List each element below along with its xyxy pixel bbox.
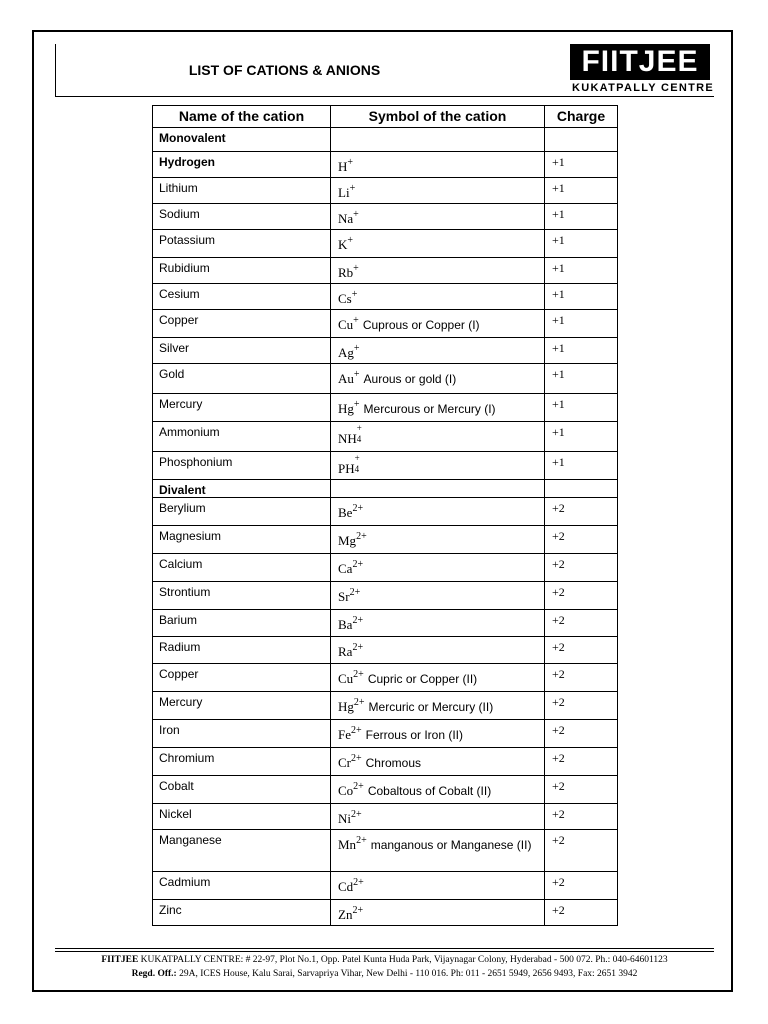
empty-cell xyxy=(545,128,618,152)
symbol-base: NH xyxy=(338,431,357,446)
symbol-charge-superscript: + xyxy=(353,399,360,410)
cation-symbol xyxy=(331,554,545,582)
table-row xyxy=(153,364,618,394)
symbol-charge-superscript: 2+ xyxy=(356,835,367,846)
empty-cell xyxy=(331,480,545,498)
symbol-charge-superscript: + xyxy=(349,183,356,194)
empty-cell xyxy=(545,480,618,498)
table-row xyxy=(153,610,618,637)
symbol-base: H xyxy=(338,159,348,174)
cation-charge: +1 xyxy=(545,310,618,338)
symbol-scripts xyxy=(354,453,363,474)
table-row xyxy=(153,178,618,204)
column-header-charge: Charge xyxy=(545,106,618,128)
symbol-base: Hg xyxy=(338,401,354,416)
symbol-base: Ni xyxy=(338,811,351,826)
cation-charge: +1 xyxy=(545,178,618,204)
symbol-base: Cs xyxy=(338,291,352,306)
symbol-charge-superscript: 2+ xyxy=(351,753,362,764)
symbol-base: Ra xyxy=(338,644,353,659)
cation-charge: +2 xyxy=(545,637,618,664)
cation-common-name: Cobaltous of Cobalt (II) xyxy=(367,784,492,798)
symbol-charge-superscript: + xyxy=(353,315,359,326)
cation-symbol xyxy=(331,900,545,926)
footer-brand: FIITJEE xyxy=(101,955,139,965)
cation-name: Hydrogen xyxy=(153,152,331,178)
symbol-charge-superscript: + xyxy=(354,453,360,463)
cation-name: Manganese xyxy=(153,830,331,872)
symbol-charge-superscript: + xyxy=(351,289,358,300)
symbol-charge-superscript: + xyxy=(353,343,360,354)
table-header-row xyxy=(153,106,618,128)
symbol-base: Rb xyxy=(338,265,354,280)
cation-common-name: Mercuric or Mercury (II) xyxy=(368,700,494,714)
cation-charge: +2 xyxy=(545,900,618,926)
cation-name: Zinc xyxy=(153,900,331,926)
table-row xyxy=(153,582,618,610)
cation-charge: +2 xyxy=(545,872,618,900)
symbol-charge-superscript: 2+ xyxy=(352,559,364,570)
symbol-base: Zn xyxy=(338,907,353,922)
table-row xyxy=(153,452,618,480)
cation-charge: +2 xyxy=(545,692,618,720)
footer-address-text: KUKATPALLY CENTRE: # 22-97, Plot No.1, Opp. Patel Kunta Huda Park, Vijaynagar Colony, Hyderabad - 500 072. Ph.: 040-64601123 xyxy=(140,955,668,965)
symbol-charge-superscript: 2+ xyxy=(353,781,364,792)
cation-charge: +1 xyxy=(545,452,618,480)
cation-symbol xyxy=(331,152,545,178)
cation-name: Cadmium xyxy=(153,872,331,900)
cation-symbol xyxy=(331,610,545,637)
table-row xyxy=(153,422,618,452)
table-row xyxy=(153,637,618,664)
table-row xyxy=(153,258,618,284)
cation-name: Nickel xyxy=(153,804,331,830)
logo-text: FIITJEE xyxy=(581,45,699,78)
symbol-charge-superscript: 2+ xyxy=(356,531,367,542)
cation-charge: +2 xyxy=(545,526,618,554)
table-row xyxy=(153,152,618,178)
symbol-charge-superscript: 2+ xyxy=(352,615,364,626)
table-row xyxy=(153,830,618,872)
symbol-base: Be xyxy=(338,505,353,520)
symbol-charge-superscript: + xyxy=(347,235,354,246)
footer-regd-text: 29A, ICES House, Kalu Sarai, Sarvapriya Vihar, New Delhi - 110 016. Ph: 011 - 2651 5949, 2656 9493, Fax: 2651 3942 xyxy=(179,969,638,979)
cation-symbol xyxy=(331,664,545,692)
cation-charge: +2 xyxy=(545,554,618,582)
symbol-scripts xyxy=(356,423,365,444)
table-row xyxy=(153,394,618,422)
empty-cell xyxy=(331,128,545,152)
footer-registered-office xyxy=(55,969,714,979)
cation-charge: +2 xyxy=(545,720,618,748)
cation-symbol xyxy=(331,498,545,526)
cation-symbol xyxy=(331,637,545,664)
footer-address xyxy=(55,955,714,965)
cation-name: Mercury xyxy=(153,394,331,422)
cation-symbol xyxy=(331,258,545,284)
symbol-subscript: 4 xyxy=(354,464,360,474)
cation-charge: +2 xyxy=(545,804,618,830)
table-group-row xyxy=(153,480,618,498)
cation-name: Lithium xyxy=(153,178,331,204)
symbol-charge-superscript: 2+ xyxy=(351,725,362,736)
table-row xyxy=(153,498,618,526)
symbol-base: Fe xyxy=(338,727,351,742)
cation-charge: +1 xyxy=(545,230,618,258)
symbol-base: Ca xyxy=(338,561,353,576)
cation-symbol xyxy=(331,422,545,452)
table-row xyxy=(153,804,618,830)
table-group-row xyxy=(153,128,618,152)
cation-name: Cesium xyxy=(153,284,331,310)
cation-symbol xyxy=(331,748,545,776)
cation-name: Cobalt xyxy=(153,776,331,804)
symbol-subscript: 4 xyxy=(356,434,362,444)
cation-symbol xyxy=(331,776,545,804)
cation-name: Potassium xyxy=(153,230,331,258)
table-row xyxy=(153,692,618,720)
cation-charge: +2 xyxy=(545,830,618,872)
cation-charge: +2 xyxy=(545,498,618,526)
cation-charge: +1 xyxy=(545,258,618,284)
cation-charge: +1 xyxy=(545,364,618,394)
cation-symbol xyxy=(331,284,545,310)
cation-symbol xyxy=(331,720,545,748)
cation-common-name: Aurous or gold (I) xyxy=(363,372,457,386)
cation-name: Iron xyxy=(153,720,331,748)
cation-symbol xyxy=(331,804,545,830)
cation-common-name: Cupric or Copper (II) xyxy=(367,672,478,686)
symbol-base: Cu xyxy=(338,317,354,332)
cation-symbol xyxy=(331,364,545,394)
symbol-base: Cr xyxy=(338,755,351,770)
symbol-charge-superscript: 2+ xyxy=(353,877,364,888)
symbol-charge-superscript: + xyxy=(353,369,360,380)
cation-symbol xyxy=(331,872,545,900)
cation-name: Sodium xyxy=(153,204,331,230)
cation-charge: +2 xyxy=(545,664,618,692)
table-row xyxy=(153,900,618,926)
symbol-charge-superscript: 2+ xyxy=(353,669,364,680)
cation-name: Strontium xyxy=(153,582,331,610)
symbol-base: Co xyxy=(338,783,354,798)
cation-name: Radium xyxy=(153,637,331,664)
footer-divider xyxy=(55,951,714,952)
symbol-base: PH xyxy=(338,461,355,476)
symbol-base: Mg xyxy=(338,533,357,548)
group-label: Monovalent xyxy=(153,128,331,152)
cation-charge: +1 xyxy=(545,338,618,364)
column-header-symbol: Symbol of the cation xyxy=(331,106,545,128)
symbol-base: Cd xyxy=(338,879,354,894)
cation-name: Berylium xyxy=(153,498,331,526)
table-row xyxy=(153,204,618,230)
cation-symbol xyxy=(331,310,545,338)
table-row xyxy=(153,526,618,554)
cation-charge: +1 xyxy=(545,422,618,452)
cation-name: Magnesium xyxy=(153,526,331,554)
symbol-base: K xyxy=(338,237,348,252)
logo-subtitle: KUKATPALLY CENTRE xyxy=(571,82,715,94)
cations-table xyxy=(152,105,618,926)
symbol-base: Na xyxy=(338,211,354,226)
cation-name: Barium xyxy=(153,610,331,637)
cation-name: Copper xyxy=(153,310,331,338)
header-divider-horizontal xyxy=(55,96,714,97)
symbol-charge-superscript: + xyxy=(353,209,359,220)
cation-charge: +2 xyxy=(545,582,618,610)
cation-symbol xyxy=(331,394,545,422)
cation-common-name: Chromous xyxy=(365,756,421,770)
cation-charge: +2 xyxy=(545,776,618,804)
table-row xyxy=(153,748,618,776)
table-row xyxy=(153,664,618,692)
symbol-charge-superscript: 2+ xyxy=(352,503,364,514)
table-row xyxy=(153,230,618,258)
cation-name: Phosphonium xyxy=(153,452,331,480)
footer-regd-label: Regd. Off.: xyxy=(131,969,177,979)
cation-symbol xyxy=(331,452,545,480)
cation-symbol xyxy=(331,830,545,872)
cation-symbol xyxy=(331,178,545,204)
cation-common-name: manganous or Manganese (II) xyxy=(370,838,532,852)
cation-symbol xyxy=(331,204,545,230)
table-row xyxy=(153,872,618,900)
table-row xyxy=(153,776,618,804)
column-header-name: Name of the cation xyxy=(153,106,331,128)
cation-charge: +2 xyxy=(545,610,618,637)
table-row xyxy=(153,284,618,310)
cation-symbol xyxy=(331,526,545,554)
cation-name: Chromium xyxy=(153,748,331,776)
cation-common-name: Mercurous or Mercury (I) xyxy=(363,402,496,416)
cation-symbol xyxy=(331,338,545,364)
cation-symbol xyxy=(331,692,545,720)
cation-charge: +2 xyxy=(545,748,618,776)
cation-name: Silver xyxy=(153,338,331,364)
table-row xyxy=(153,310,618,338)
group-label: Divalent xyxy=(153,480,331,498)
symbol-base: Ag xyxy=(338,345,354,360)
table-row xyxy=(153,338,618,364)
symbol-base: Hg xyxy=(338,699,354,714)
cation-charge: +1 xyxy=(545,284,618,310)
symbol-charge-superscript: + xyxy=(347,157,354,168)
document-title: LIST OF CATIONS & ANIONS xyxy=(188,62,381,78)
cation-common-name: Cuprous or Copper (I) xyxy=(362,318,480,332)
cation-name: Mercury xyxy=(153,692,331,720)
cation-name: Gold xyxy=(153,364,331,394)
symbol-charge-superscript: 2+ xyxy=(353,697,365,708)
symbol-charge-superscript: 2+ xyxy=(352,905,364,916)
cation-name: Copper xyxy=(153,664,331,692)
symbol-base: Sr xyxy=(338,589,350,604)
symbol-charge-superscript: + xyxy=(356,423,362,433)
symbol-base: Mn xyxy=(338,837,357,852)
cation-charge: +1 xyxy=(545,204,618,230)
footer-divider xyxy=(55,948,714,949)
table-row xyxy=(153,554,618,582)
table-body xyxy=(153,128,618,926)
symbol-charge-superscript: 2+ xyxy=(351,809,362,820)
symbol-charge-superscript: + xyxy=(353,263,359,274)
cation-symbol xyxy=(331,582,545,610)
cation-common-name: Ferrous or Iron (II) xyxy=(365,728,463,742)
symbol-base: Au xyxy=(338,371,354,386)
symbol-base: Li xyxy=(338,185,350,200)
symbol-base: Ba xyxy=(338,617,353,632)
cation-name: Rubidium xyxy=(153,258,331,284)
table-row xyxy=(153,720,618,748)
symbol-base: Cu xyxy=(338,671,354,686)
cation-name: Calcium xyxy=(153,554,331,582)
symbol-charge-superscript: 2+ xyxy=(352,642,364,653)
cation-charge: +1 xyxy=(545,394,618,422)
cation-symbol xyxy=(331,230,545,258)
symbol-charge-superscript: 2+ xyxy=(349,587,361,598)
cation-charge: +1 xyxy=(545,152,618,178)
cation-name: Ammonium xyxy=(153,422,331,452)
